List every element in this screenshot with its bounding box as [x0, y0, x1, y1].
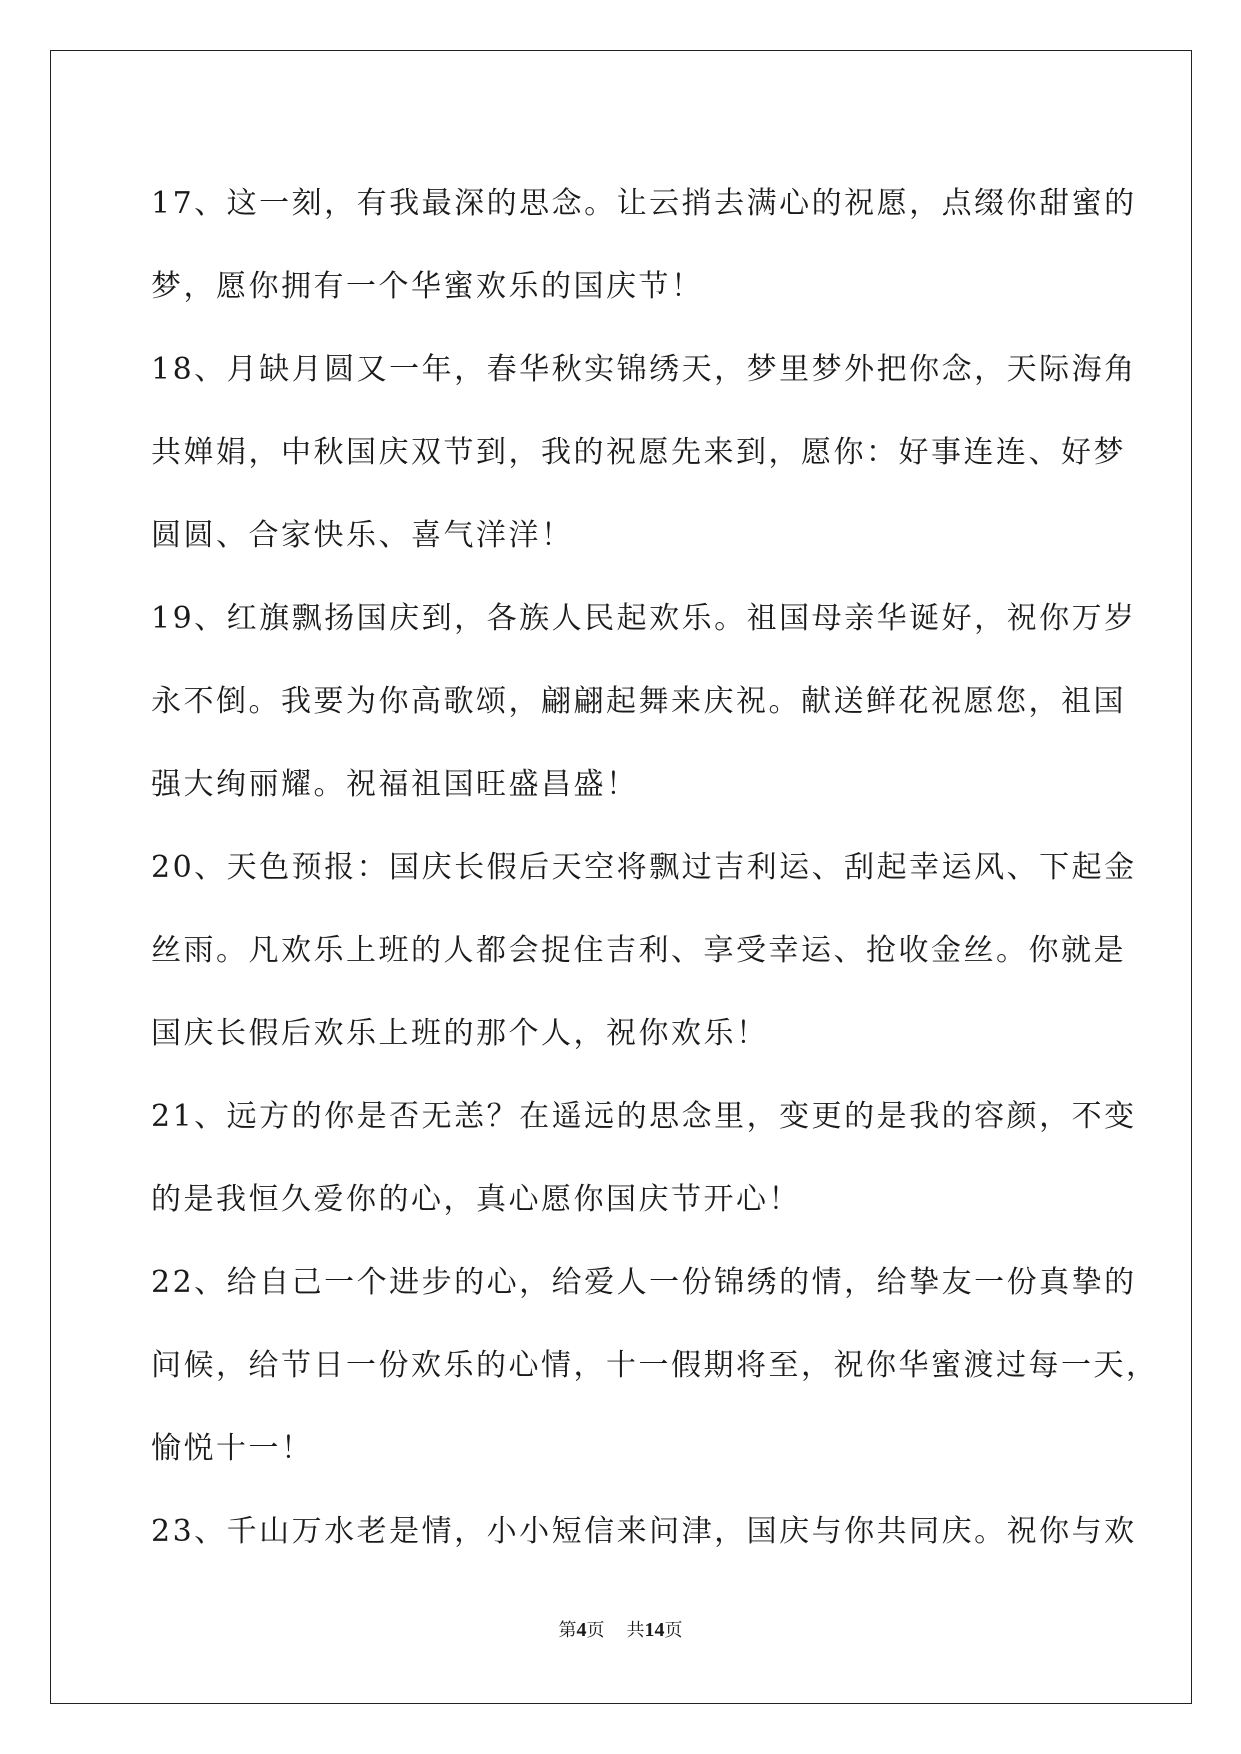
paragraph-line: 17、这一刻，有我最深的思念。让云捎去满心的祝愿，点缀你甜蜜的: [151, 186, 1137, 221]
paragraph-line: 21、远方的你是否无恙？在遥远的思念里，变更的是我的容颜，不变: [151, 1099, 1137, 1134]
paragraph-line: 梦，愿你拥有一个华蜜欢乐的国庆节！: [151, 269, 704, 304]
paragraph: [151, 1241, 1159, 1490]
paragraph: [151, 328, 1137, 577]
total-pages-number: 14: [644, 1619, 665, 1641]
paragraph-line: 丝雨。凡欢乐上班的人都会捉住吉利、享受幸运、抢收金丝。你就是: [151, 933, 1126, 968]
page-footer: [0, 1616, 1241, 1642]
total-pages-prefix: 共: [626, 1620, 645, 1641]
paragraph: [151, 826, 1137, 1075]
paragraph-line: 23、千山万水老是情，小小短信来问津，国庆与你共同庆。祝你与欢: [151, 1514, 1137, 1549]
paragraph: [151, 1075, 1137, 1241]
paragraph-line: 愉悦十一！: [151, 1431, 314, 1466]
paragraph-line: 18、月缺月圆又一年，春华秋实锦绣天，梦里梦外把你念，天际海角: [151, 352, 1137, 387]
current-page-number: 4: [576, 1619, 587, 1641]
paragraph: [151, 1490, 1137, 1573]
total-pages-suffix: 页: [664, 1620, 683, 1641]
paragraph: [151, 577, 1137, 826]
paragraph-line: 的是我恒久爱你的心，真心愿你国庆节开心！: [151, 1182, 801, 1217]
paragraph-line: 22、给自己一个进步的心，给爱人一份锦绣的情，给挚友一份真挚的: [151, 1265, 1137, 1300]
paragraph: [151, 162, 1137, 328]
paragraph-line: 问候，给节日一份欢乐的心情，十一假期将至，祝你华蜜渡过每一天，: [151, 1348, 1159, 1383]
paragraph-line: 国庆长假后欢乐上班的那个人，祝你欢乐！: [151, 1016, 769, 1051]
paragraph-line: 共婵娟，中秋国庆双节到，我的祝愿先来到，愿你：好事连连、好梦: [151, 435, 1126, 470]
page-number-suffix: 页: [586, 1620, 605, 1641]
paragraph-line: 20、天色预报：国庆长假后天空将飘过吉利运、刮起幸运风、下起金: [151, 850, 1137, 885]
document-body: [151, 162, 1159, 1573]
paragraph-line: 圆圆、合家快乐、喜气洋洋！: [151, 518, 574, 553]
paragraph-line: 强大绚丽耀。祝福祖国旺盛昌盛！: [151, 767, 639, 802]
page-number-prefix: 第: [558, 1620, 577, 1641]
paragraph-line: 永不倒。我要为你高歌颂，翩翩起舞来庆祝。献送鲜花祝愿您，祖国: [151, 684, 1126, 719]
paragraph-line: 19、红旗飘扬国庆到，各族人民起欢乐。祖国母亲华诞好，祝你万岁: [151, 601, 1137, 636]
